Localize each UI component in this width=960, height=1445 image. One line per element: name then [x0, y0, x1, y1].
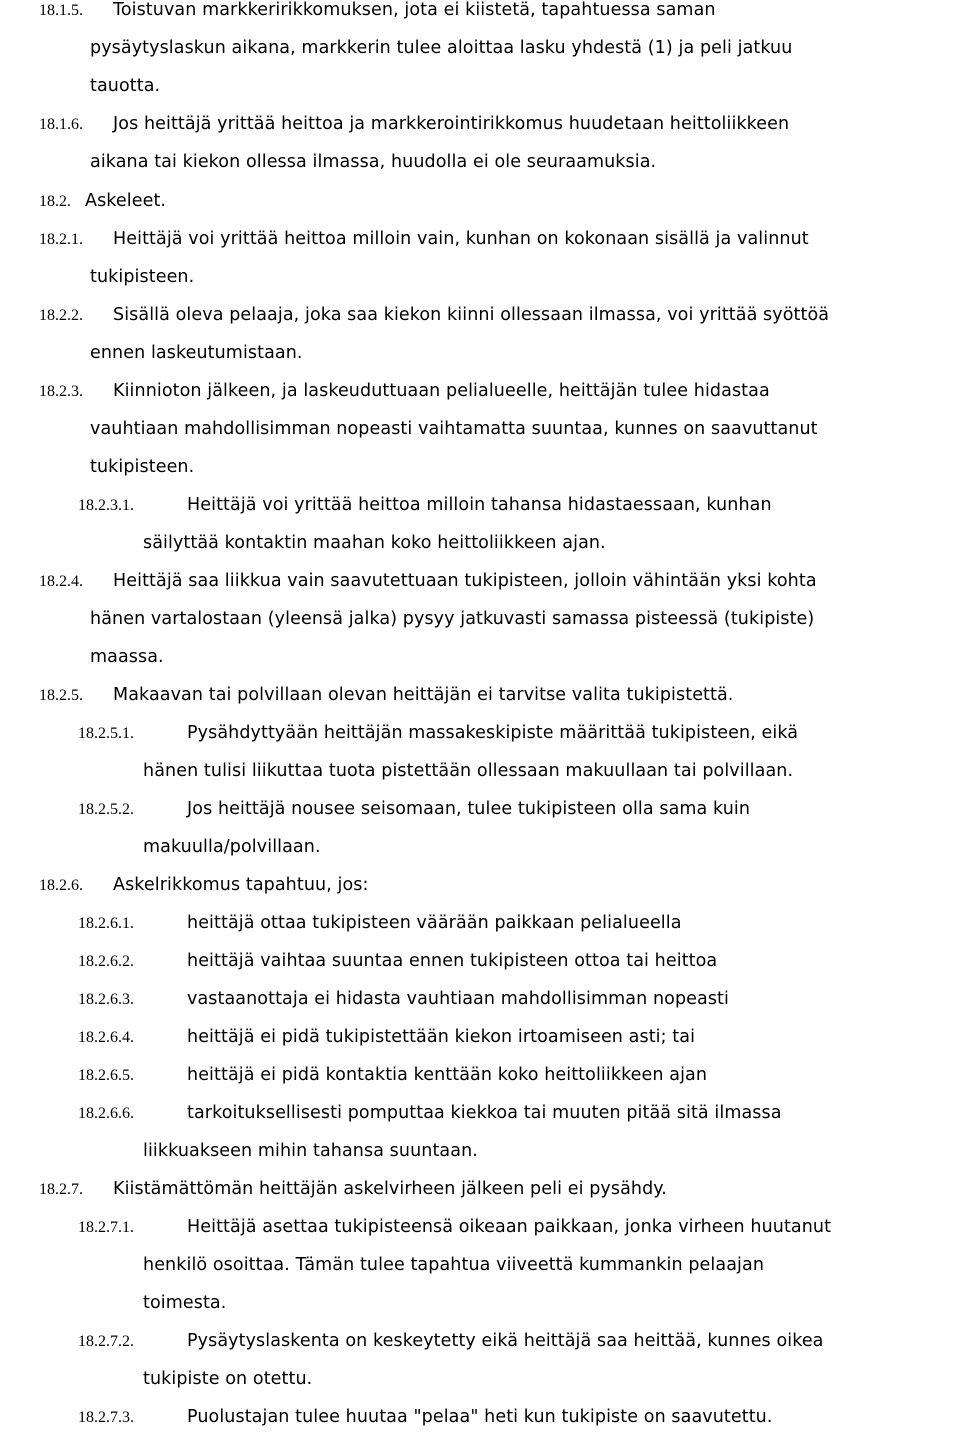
- subrule-text: Pysäytyslaskenta on keskeytetty eikä heittäjä saa heittää, kunnes oikea: [187, 1331, 824, 1351]
- subrule-continuation: [0, 1369, 960, 1407]
- subrule-text-continuation: säilyttää kontaktin maahan koko heittoliikkeen ajan.: [143, 533, 606, 553]
- rule-text: Heittäjä voi yrittää heittoa milloin vain, kunhan on kokonaan sisällä ja valinnut: [113, 229, 809, 249]
- rule-continuation: [0, 38, 960, 76]
- subrule-number: 18.2.7.1.: [78, 1219, 134, 1236]
- rule-item: [0, 114, 960, 152]
- subrule-number: 18.2.6.3.: [78, 991, 134, 1008]
- subrule-text-continuation: hänen tulisi liikuttaa tuota pistettään ollessaan makuullaan tai polvillaan.: [143, 761, 794, 781]
- rule-text: Kiinnioton jälkeen, ja laskeuduttuaan pelialueelle, heittäjän tulee hidastaa: [113, 381, 770, 401]
- rule-continuation: [0, 647, 960, 685]
- rule-number: 18.2.5.: [39, 687, 83, 704]
- subrule-continuation: [0, 1255, 960, 1293]
- rule-continuation: [0, 457, 960, 495]
- subrule-number: 18.2.6.1.: [78, 915, 134, 932]
- subrule-continuation: [0, 837, 960, 875]
- subrule-number: 18.2.6.5.: [78, 1067, 134, 1084]
- subrule-item: [0, 1065, 960, 1103]
- subrule-text: tarkoituksellisesti pomputtaa kiekkoa tai muuten pitää sitä ilmassa: [187, 1103, 782, 1123]
- subrule-item: [0, 989, 960, 1027]
- subrule-item: [0, 495, 960, 533]
- rule-item: [0, 685, 960, 723]
- rule-item: [0, 0, 960, 38]
- section-title: Askeleet.: [85, 191, 167, 211]
- rule-number: 18.2.2.: [39, 307, 83, 324]
- rule-item: [0, 571, 960, 609]
- rule-text-continuation: hänen vartalostaan (yleensä jalka) pysyy jatkuvasti samassa pisteessä (tukipiste): [90, 609, 815, 629]
- rule-number: 18.2.1.: [39, 231, 83, 248]
- subrule-item: [0, 723, 960, 761]
- rule-item: [0, 1179, 960, 1217]
- subrule-text-continuation: liikkuakseen mihin tahansa suuntaan.: [143, 1141, 478, 1161]
- rule-text-continuation: aikana tai kiekon ollessa ilmassa, huudolla ei ole seuraamuksia.: [90, 152, 657, 172]
- subrule-continuation: [0, 533, 960, 571]
- subrule-text-continuation: henkilö osoittaa. Tämän tulee tapahtua viiveettä kummankin pelaajan: [143, 1255, 765, 1275]
- rule-number: 18.2.7.: [39, 1181, 83, 1198]
- section-number: 18.2.: [39, 193, 71, 210]
- rule-item: [0, 305, 960, 343]
- rule-text: Makaavan tai polvillaan olevan heittäjän ei tarvitse valita tukipistettä.: [113, 685, 734, 705]
- subrule-text: Jos heittäjä nousee seisomaan, tulee tukipisteen olla sama kuin: [187, 799, 751, 819]
- rule-item: [0, 229, 960, 267]
- subrule-continuation: [0, 761, 960, 799]
- rule-text: Sisällä oleva pelaaja, joka saa kiekon kiinni ollessaan ilmassa, voi yrittää syöttöä: [113, 305, 830, 325]
- rule-continuation: [0, 267, 960, 305]
- rule-text: Kiistämättömän heittäjän askelvirheen jälkeen peli ei pysähdy.: [113, 1179, 667, 1199]
- subrule-item: [0, 1407, 960, 1445]
- subrule-text: vastaanottaja ei hidasta vauhtiaan mahdollisimman nopeasti: [187, 989, 729, 1009]
- subrule-text: Heittäjä voi yrittää heittoa milloin tahansa hidastaessaan, kunhan: [187, 495, 772, 515]
- subrule-item: [0, 799, 960, 837]
- rule-text: Heittäjä saa liikkua vain saavutettuaan tukipisteen, jolloin vähintään yksi kohta: [113, 571, 817, 591]
- subrule-continuation: [0, 1141, 960, 1179]
- rule-item: [0, 381, 960, 419]
- rule-text-continuation: tukipisteen.: [90, 267, 195, 287]
- subrule-number: 18.2.6.4.: [78, 1029, 134, 1046]
- section-heading: [0, 191, 960, 229]
- rule-text: Jos heittäjä yrittää heittoa ja markkerointirikkomus huudetaan heittoliikkeen: [113, 114, 790, 134]
- rule-text-continuation: tukipisteen.: [90, 457, 195, 477]
- subrule-number: 18.2.6.6.: [78, 1105, 134, 1122]
- subrule-number: 18.2.3.1.: [78, 497, 134, 514]
- subrule-text-continuation: toimesta.: [143, 1293, 227, 1313]
- rule-number: 18.2.3.: [39, 383, 83, 400]
- subrule-item: [0, 1331, 960, 1369]
- subrule-number: 18.2.6.2.: [78, 953, 134, 970]
- subrule-text: heittäjä ei pidä tukipistettään kiekon irtoamiseen asti; tai: [187, 1027, 696, 1047]
- rule-text: Toistuvan markkeririkkomuksen, jota ei kiistetä, tapahtuessa saman: [113, 0, 716, 20]
- subrule-number: 18.2.5.2.: [78, 801, 134, 818]
- rule-text-continuation: ennen laskeutumistaan.: [90, 343, 303, 363]
- rule-continuation: [0, 419, 960, 457]
- rule-number: 18.2.4.: [39, 573, 83, 590]
- subrule-number: 18.2.5.1.: [78, 725, 134, 742]
- rule-text-continuation: vauhtiaan mahdollisimman nopeasti vaihtamatta suuntaa, kunnes on saavuttanut: [90, 419, 818, 439]
- subrule-text: heittäjä ei pidä kontaktia kenttään koko heittoliikkeen ajan: [187, 1065, 708, 1085]
- rule-continuation: [0, 76, 960, 114]
- subrule-text: heittäjä vaihtaa suuntaa ennen tukipisteen ottoa tai heittoa: [187, 951, 718, 971]
- subrule-item: [0, 913, 960, 951]
- rule-continuation: [0, 152, 960, 190]
- rule-text-continuation: tauotta.: [90, 76, 161, 96]
- rule-text: Askelrikkomus tapahtuu, jos:: [113, 875, 369, 895]
- subrule-text: Heittäjä asettaa tukipisteensä oikeaan paikkaan, jonka virheen huutanut: [187, 1217, 832, 1237]
- subrule-text-continuation: tukipiste on otettu.: [143, 1369, 313, 1389]
- subrule-text-continuation: makuulla/polvillaan.: [143, 837, 321, 857]
- rule-number: 18.1.6.: [39, 116, 83, 133]
- rule-number: 18.2.6.: [39, 877, 83, 894]
- rule-continuation: [0, 343, 960, 381]
- rule-text-continuation: maassa.: [90, 647, 164, 667]
- subrule-text: Pysähdyttyään heittäjän massakeskipiste määrittää tukipisteen, eikä: [187, 723, 799, 743]
- subrule-item: [0, 1027, 960, 1065]
- subrule-item: [0, 951, 960, 989]
- rule-text-continuation: pysäytyslaskun aikana, markkerin tulee aloittaa lasku yhdestä (1) ja peli jatkuu: [90, 38, 793, 58]
- rule-item: [0, 875, 960, 913]
- subrule-number: 18.2.7.3.: [78, 1409, 134, 1426]
- subrule-text: heittäjä ottaa tukipisteen väärään paikkaan pelialueella: [187, 913, 682, 933]
- subrule-text: Puolustajan tulee huutaa "pelaa" heti kun tukipiste on saavutettu.: [187, 1407, 773, 1427]
- subrule-continuation: [0, 1293, 960, 1331]
- rule-continuation: [0, 609, 960, 647]
- subrule-item: [0, 1103, 960, 1141]
- subrule-number: 18.2.7.2.: [78, 1333, 134, 1350]
- subrule-item: [0, 1217, 960, 1255]
- rule-number: 18.1.5.: [39, 2, 83, 19]
